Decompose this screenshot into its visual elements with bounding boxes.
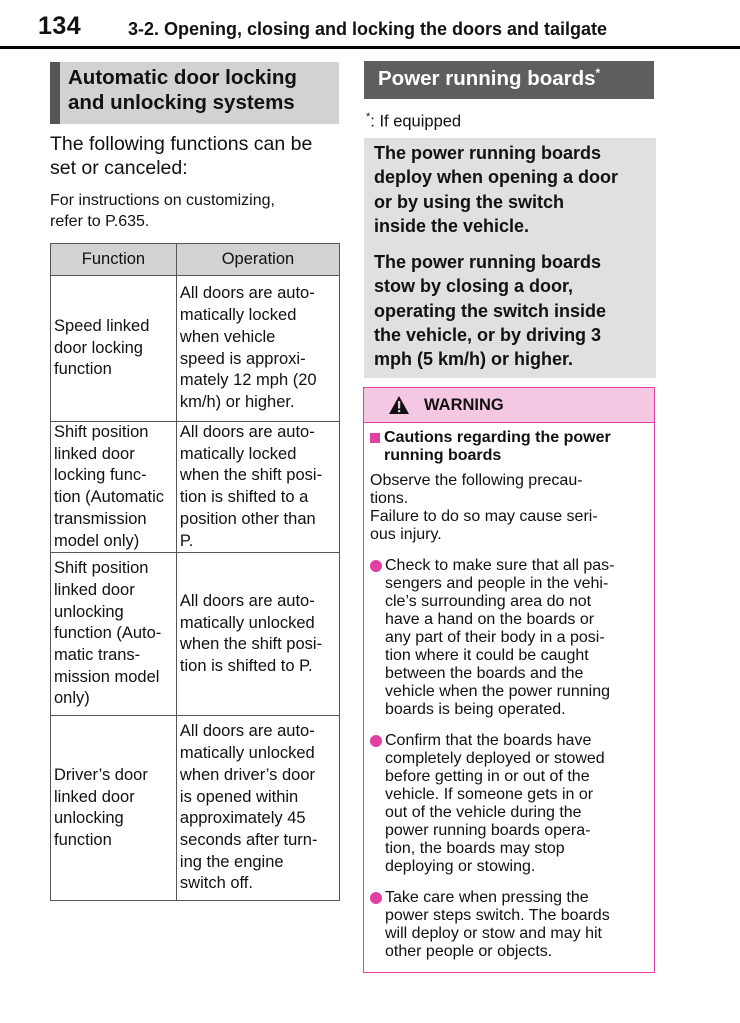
function-line: transmission (54, 509, 147, 528)
function-line: function (Auto- (54, 624, 162, 643)
operation-line: switch off. (179, 874, 253, 893)
header-rule (0, 46, 740, 49)
operation-line: All doors are auto- (179, 284, 315, 303)
operation-line: approximately 45 (179, 809, 306, 828)
bullet-text (385, 889, 610, 961)
column-header-function: Function (51, 244, 177, 276)
bullet-line: have a hand on the boards or (385, 611, 595, 628)
observe-text (370, 472, 648, 508)
operation-line: All doors are auto- (179, 722, 315, 741)
warning-label: WARNING (424, 395, 504, 414)
operation-line: ing the engine (179, 852, 284, 871)
operation-cell (176, 716, 339, 901)
bullet-line: Take care when pressing the (385, 889, 589, 906)
warning-bullet-list (370, 557, 648, 961)
bullet-dot-icon (370, 892, 382, 904)
bullet-line: other people or objects. (385, 943, 553, 960)
bullet-text (385, 557, 614, 719)
footnote-text: : If equipped (370, 112, 462, 131)
function-line: Shift position (54, 423, 149, 441)
function-line: mission model (54, 667, 160, 686)
heading-asterisk: * (595, 66, 601, 80)
bullet-line: Confirm that the boards have (385, 732, 592, 749)
function-line: Driver’s door (54, 765, 148, 784)
operation-line: when vehicle (179, 327, 276, 346)
warning-bullet (370, 732, 648, 876)
bullet-line: deploying or stowing. (385, 858, 536, 875)
function-cell (51, 716, 177, 901)
summary-line: inside the vehicle. (374, 215, 530, 236)
function-line: linked door (54, 444, 135, 463)
bullet-line: power running boards opera- (385, 822, 591, 839)
function-line: tion (Automatic (54, 488, 165, 507)
instr-line: For instructions on customizing, (50, 192, 275, 209)
operation-line: mately 12 mph (20 (179, 371, 317, 390)
bullet-line: Check to make sure that all pas- (385, 557, 615, 574)
customize-instructions (50, 190, 340, 232)
function-table (50, 243, 340, 901)
square-bullet-icon (370, 433, 380, 443)
summary-box (364, 138, 656, 378)
bullet-text (385, 732, 605, 876)
operation-line: matically locked (179, 444, 297, 463)
operation-line: tion is shifted to a (179, 488, 309, 507)
table-row (51, 422, 340, 553)
function-line: function (54, 360, 112, 379)
warning-bullet (370, 889, 648, 961)
summary-line: mph (5 km/h) or higher. (374, 349, 574, 370)
operation-line: when the shift posi- (179, 635, 323, 654)
intro-line: set or canceled: (50, 157, 188, 179)
failure-text (370, 508, 648, 544)
warning-box (363, 387, 655, 973)
operation-line: seconds after turn- (179, 830, 318, 849)
instr-line: refer to P.635. (50, 213, 150, 230)
function-line: unlocking (54, 809, 124, 828)
page-number: 134 (38, 12, 82, 40)
column-header-operation: Operation (176, 244, 339, 276)
table-row (51, 716, 340, 901)
page-header (0, 0, 740, 48)
summary-paragraph-stow (374, 250, 648, 371)
intro-text (50, 132, 340, 180)
bullet-line: boards is being operated. (385, 701, 566, 718)
bullet-line: cle’s surrounding area do not (385, 593, 592, 610)
operation-line: speed is approxi- (179, 349, 306, 368)
warning-body (364, 429, 654, 961)
bullet-line: tion, the boards may stop (385, 840, 565, 857)
table-row (51, 553, 340, 716)
operation-line: position other than (179, 509, 316, 528)
heading-line: and unlocking systems (68, 91, 295, 114)
failure-line: ous injury. (370, 526, 442, 543)
power-running-boards-heading (364, 61, 654, 99)
operation-line: when the shift posi- (179, 466, 323, 485)
footnote (366, 111, 461, 132)
function-line: only) (54, 689, 90, 708)
summary-line: The power running boards (374, 252, 602, 273)
function-cell (51, 276, 177, 422)
table-row (51, 276, 340, 422)
observe-line: tions. (370, 490, 409, 507)
section-title: 3-2. Opening, closing and locking the doors and tailgate (128, 19, 608, 39)
operation-line: matically locked (179, 306, 297, 325)
intro-line: The following functions can be (50, 133, 313, 155)
bullet-line: completely deployed or stowed (385, 750, 605, 767)
summary-line: the vehicle, or by driving 3 (374, 325, 602, 346)
summary-line: deploy when opening a door (374, 167, 619, 188)
function-cell (51, 553, 177, 716)
heading-text: Power running boards (378, 66, 596, 90)
operation-cell (176, 276, 339, 422)
summary-line: or by using the switch (374, 191, 565, 212)
bullet-line: sengers and people in the vehi- (385, 575, 609, 592)
operation-line: P. (179, 531, 194, 550)
warning-triangle-icon (388, 395, 410, 415)
function-line: Shift position (54, 559, 149, 578)
door-locking-heading (50, 62, 339, 124)
operation-line: All doors are auto- (179, 591, 315, 610)
function-line: matic trans- (54, 646, 141, 665)
operation-line: All doors are auto- (179, 423, 315, 441)
function-line: unlocking (54, 602, 124, 621)
function-line: model only) (54, 531, 140, 550)
operation-line: matically unlocked (179, 744, 315, 763)
function-cell (51, 422, 177, 553)
function-line: locking func- (54, 466, 147, 485)
operation-cell (176, 553, 339, 716)
bullet-line: out of the vehicle during the (385, 804, 582, 821)
bullet-line: any part of their body in a posi- (385, 629, 605, 646)
bullet-dot-icon (370, 560, 382, 572)
observe-line: Observe the following precau- (370, 472, 583, 489)
bullet-line: tion where it could be caught (385, 647, 589, 664)
table-header-row (51, 244, 340, 276)
summary-line: The power running boards (374, 143, 602, 163)
bullet-line: power steps switch. The boards (385, 907, 610, 924)
failure-line: Failure to do so may cause seri- (370, 508, 598, 525)
heading-line: Automatic door locking (68, 66, 297, 89)
function-line: linked door (54, 580, 135, 599)
operation-line: km/h) or higher. (179, 392, 295, 411)
warning-header (364, 388, 654, 423)
function-line: door locking (54, 338, 143, 357)
summary-line: stow by closing a door, (374, 276, 574, 297)
operation-line: when driver’s door (179, 765, 316, 784)
function-line: function (54, 830, 112, 849)
bullet-line: will deploy or stow and may hit (385, 925, 602, 942)
warning-bullet (370, 557, 648, 719)
bullet-line: vehicle. If someone gets in or (385, 786, 594, 803)
caution-title (370, 429, 648, 465)
operation-line: tion is shifted to P. (179, 656, 313, 675)
caution-line: running boards (384, 447, 502, 464)
bullet-line: between the boards and the (385, 665, 584, 682)
operation-line: is opened within (179, 787, 299, 806)
summary-line: operating the switch inside (374, 300, 607, 321)
bullet-dot-icon (370, 735, 382, 747)
function-line: linked door (54, 787, 135, 806)
summary-paragraph-deploy (374, 141, 648, 238)
footnote-asterisk: * (366, 111, 371, 123)
bullet-line: vehicle when the power running (385, 683, 611, 700)
operation-line: matically unlocked (179, 613, 315, 632)
function-line: Speed linked (54, 316, 150, 335)
operation-cell (176, 422, 339, 553)
caution-title-text (384, 429, 611, 465)
caution-line: Cautions regarding the power (384, 429, 611, 446)
bullet-line: before getting in or out of the (385, 768, 590, 785)
